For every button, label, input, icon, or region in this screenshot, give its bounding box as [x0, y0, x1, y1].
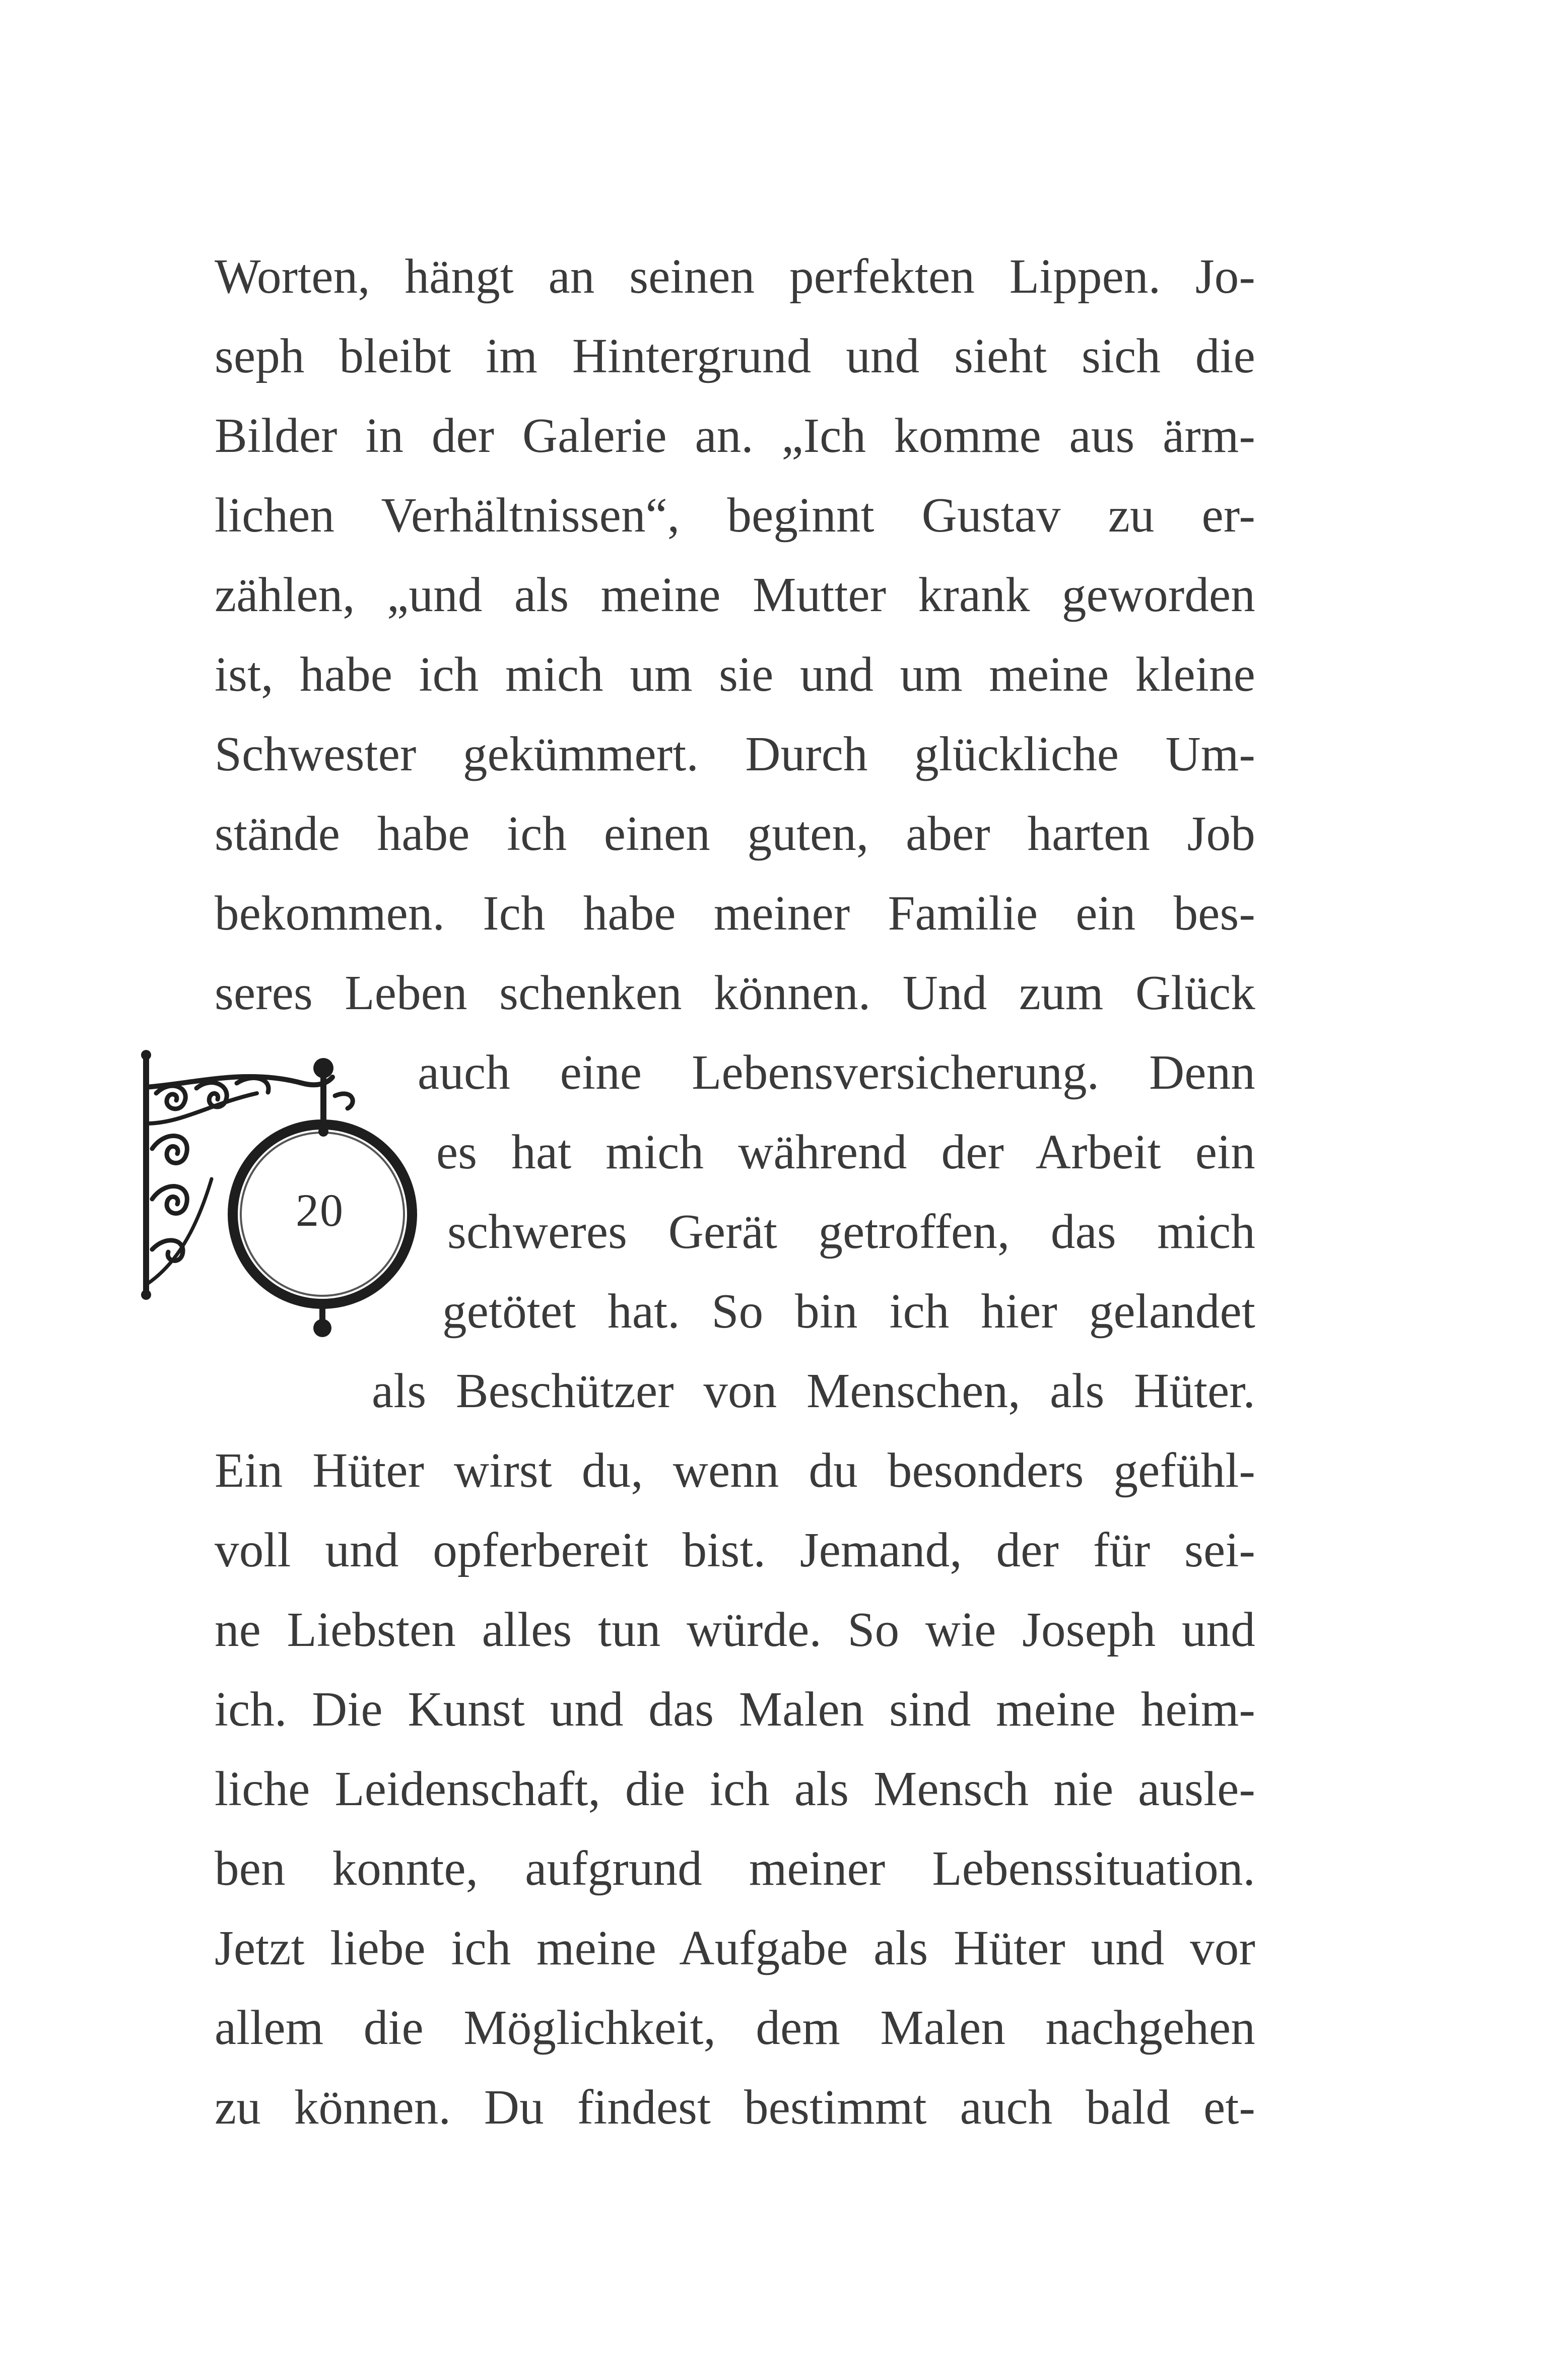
text-line-22: Jetzt liebe ich meine Aufgabe als Hüter und vor — [215, 1921, 1255, 1975]
text-line-5: zählen, „und als meine Mutter krank geworden — [215, 568, 1255, 622]
text-line-12: es hat mich während der Arbeit ein — [436, 1125, 1255, 1179]
text-line-18: ne Liebsten alles tun würde. So wie Joseph und — [215, 1603, 1255, 1657]
text-line-1: Worten, hängt an seinen perfekten Lippen. Jo- — [215, 249, 1255, 303]
text-line-16: Ein Hüter wirst du, wenn du besonders gefühl- — [215, 1443, 1255, 1497]
text-line-8: stände habe ich einen guten, aber harten Job — [215, 807, 1255, 861]
text-line-14: getötet hat. So bin ich hier gelandet — [442, 1284, 1255, 1338]
text-line-23: allem die Möglichkeit, dem Malen nachgehen — [215, 2001, 1255, 2055]
text-line-10: seres Leben schenken können. Und zum Glück — [215, 966, 1255, 1020]
text-line-3: Bilder in der Galerie an. „Ich komme aus ärm- — [215, 409, 1255, 462]
page-number: 20 — [296, 1184, 344, 1236]
text-line-19: ich. Die Kunst und das Malen sind meine heim- — [215, 1682, 1255, 1736]
text-line-9: bekommen. Ich habe meiner Familie ein bes- — [215, 886, 1255, 940]
text-line-13: schweres Gerät getroffen, das mich — [447, 1205, 1255, 1259]
text-line-24: zu können. Du findest bestimmt auch bald et- — [215, 2080, 1255, 2134]
text-line-7: Schwester gekümmert. Durch glückliche Um- — [215, 727, 1255, 781]
text-line-21: ben konnte, aufgrund meiner Lebenssituation. — [215, 1841, 1255, 1895]
text-line-6: ist, habe ich mich um sie und um meine kleine — [215, 647, 1255, 701]
text-line-11: auch eine Lebensversicherung. Denn — [418, 1045, 1255, 1099]
text-line-15: als Beschützer von Menschen, als Hüter. — [372, 1364, 1255, 1418]
text-line-20: liche Leidenschaft, die ich als Mensch nie ausle- — [215, 1762, 1255, 1816]
text-line-2: seph bleibt im Hintergrund und sieht sich die — [215, 329, 1255, 383]
text-line-4: lichen Verhältnissen“, beginnt Gustav zu er- — [215, 488, 1255, 542]
text-line-17: voll und opferbereit bist. Jemand, der für sei- — [215, 1523, 1255, 1577]
